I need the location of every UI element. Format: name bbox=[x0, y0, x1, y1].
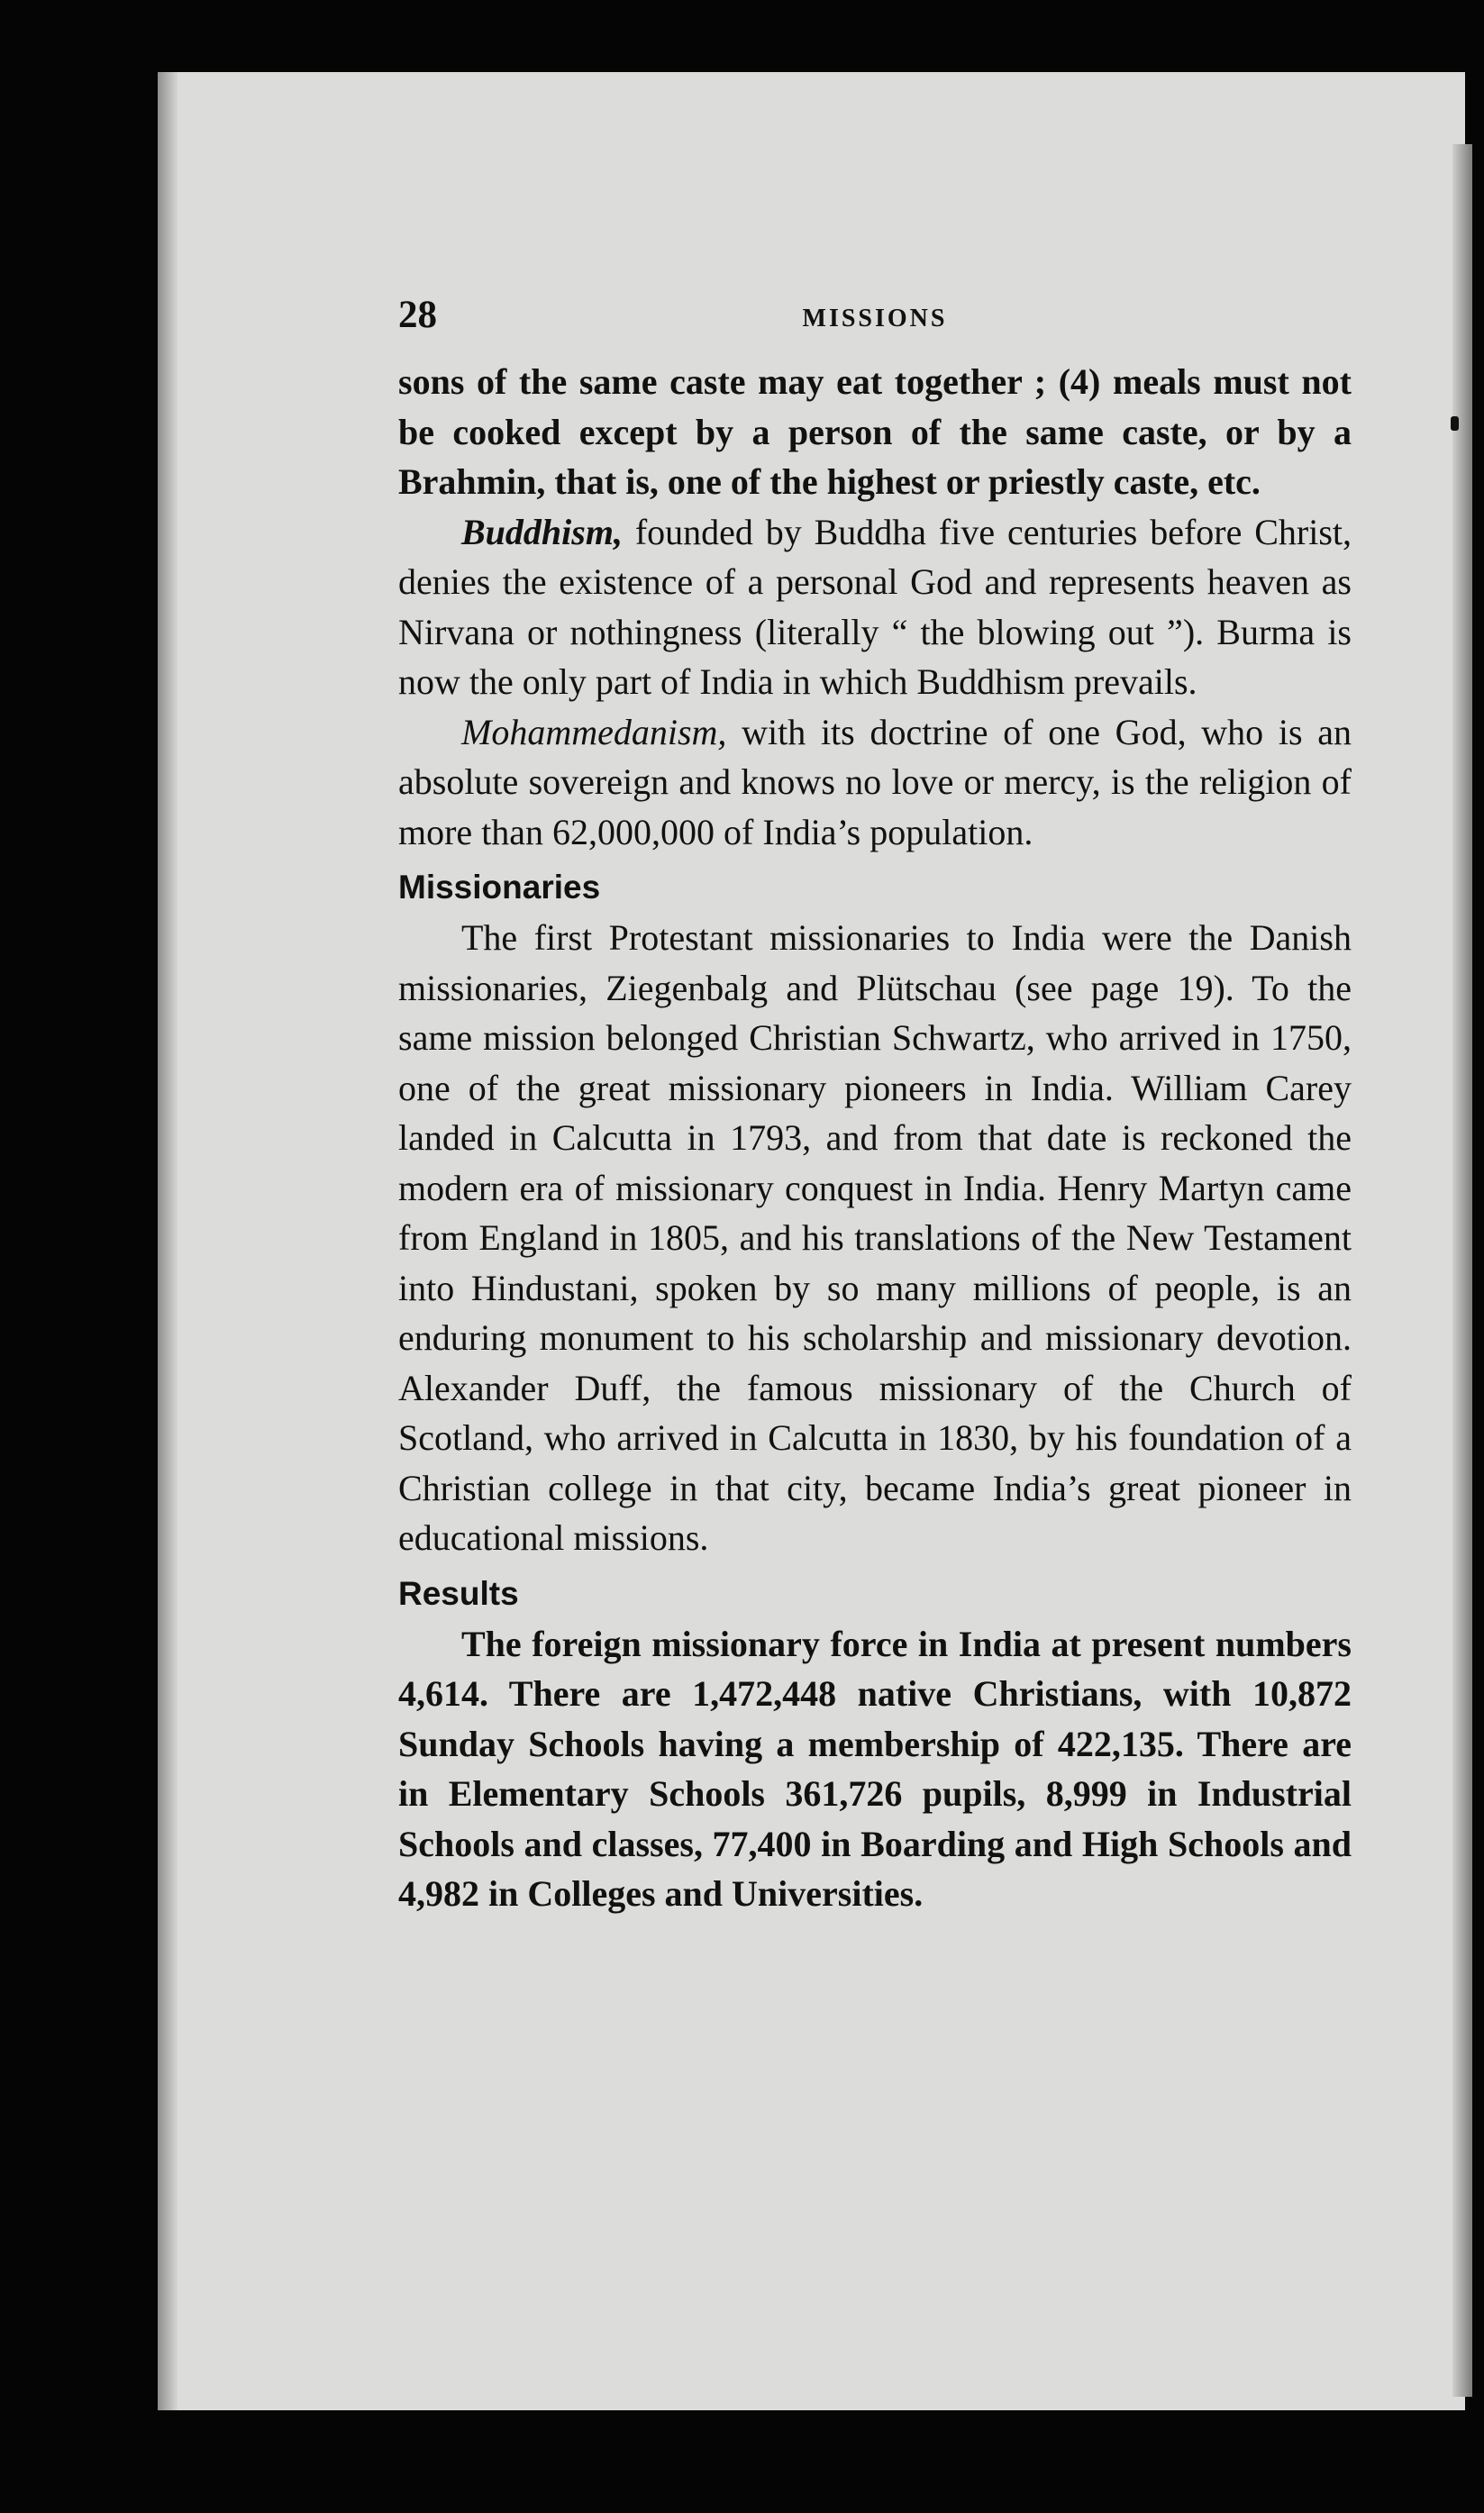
running-head bbox=[398, 290, 1352, 357]
caste-rules-paragraph: sons of the same caste may eat together ; (4) meals must not be cooked except by a person of the same caste, or by a Brahmin, that is, one of the highest or priestly caste, etc. bbox=[398, 361, 1352, 502]
margin-mark bbox=[1451, 416, 1459, 431]
buddhism-term: Buddhism, bbox=[461, 511, 623, 552]
results-heading: Results bbox=[398, 1574, 519, 1612]
missionaries-paragraph: The first Protestant missionaries to India were the Danish missionaries, Ziegenbalg and Plütschau (see page 19). To the same mission belonged Christian Schwartz, who arrived in 1750, one of the great missionary pioneers in India. William Carey landed in Calcutta in 1793, and from that date is reckoned the modern era of missionary conquest in India. Henry Martyn came from England in 1805, and his translations of the New Testament into Hindustani, spoken by so many millions of people, is an enduring monument to his scholarship and missionary devotion. Alexander Duff, the famous missionary of the Church of Scotland, who arrived in Calcutta in 1830, by his foundation of a Christian college in that city, became India’s great pioneer in educational missions. bbox=[398, 917, 1352, 1558]
page-right-edge bbox=[1452, 144, 1472, 2397]
mohammedanism-text: with its doctrine of one God, who is an absolute sovereign and knows no love or mercy, is the religion of more than 62,000,000 of India’s population. bbox=[398, 711, 1352, 852]
page-number: 28 bbox=[398, 294, 437, 336]
missionaries-heading: Missionaries bbox=[398, 869, 601, 906]
buddhism-paragraph bbox=[398, 507, 1352, 707]
page-text-block bbox=[398, 290, 1352, 1919]
mohammedanism-paragraph bbox=[398, 707, 1352, 858]
results-paragraph: The foreign missionary force in India at present numbers 4,614. There are 1,472,448 native Christians, with 10,872 Sunday Schools having a membership of 422,135. There are in Elementary Schools 361,726 pupils, 8,999 in Industrial Schools and classes, 77,400 in Boarding and High Schools and 4,982 in Colleges and Universities. bbox=[398, 1623, 1352, 1914]
running-title: MISSIONS bbox=[802, 305, 948, 332]
mohammedanism-term: Mohammedanism, bbox=[461, 711, 727, 752]
buddhism-text: founded by Buddha five centuries before Christ, denies the existence of a personal God and represents heaven as Nirvana or nothingness (literally “ the blowing out ”). Burma is now the only part of India in which Buddhism prevails. bbox=[398, 511, 1352, 702]
page-binding-shadow bbox=[158, 72, 178, 2410]
